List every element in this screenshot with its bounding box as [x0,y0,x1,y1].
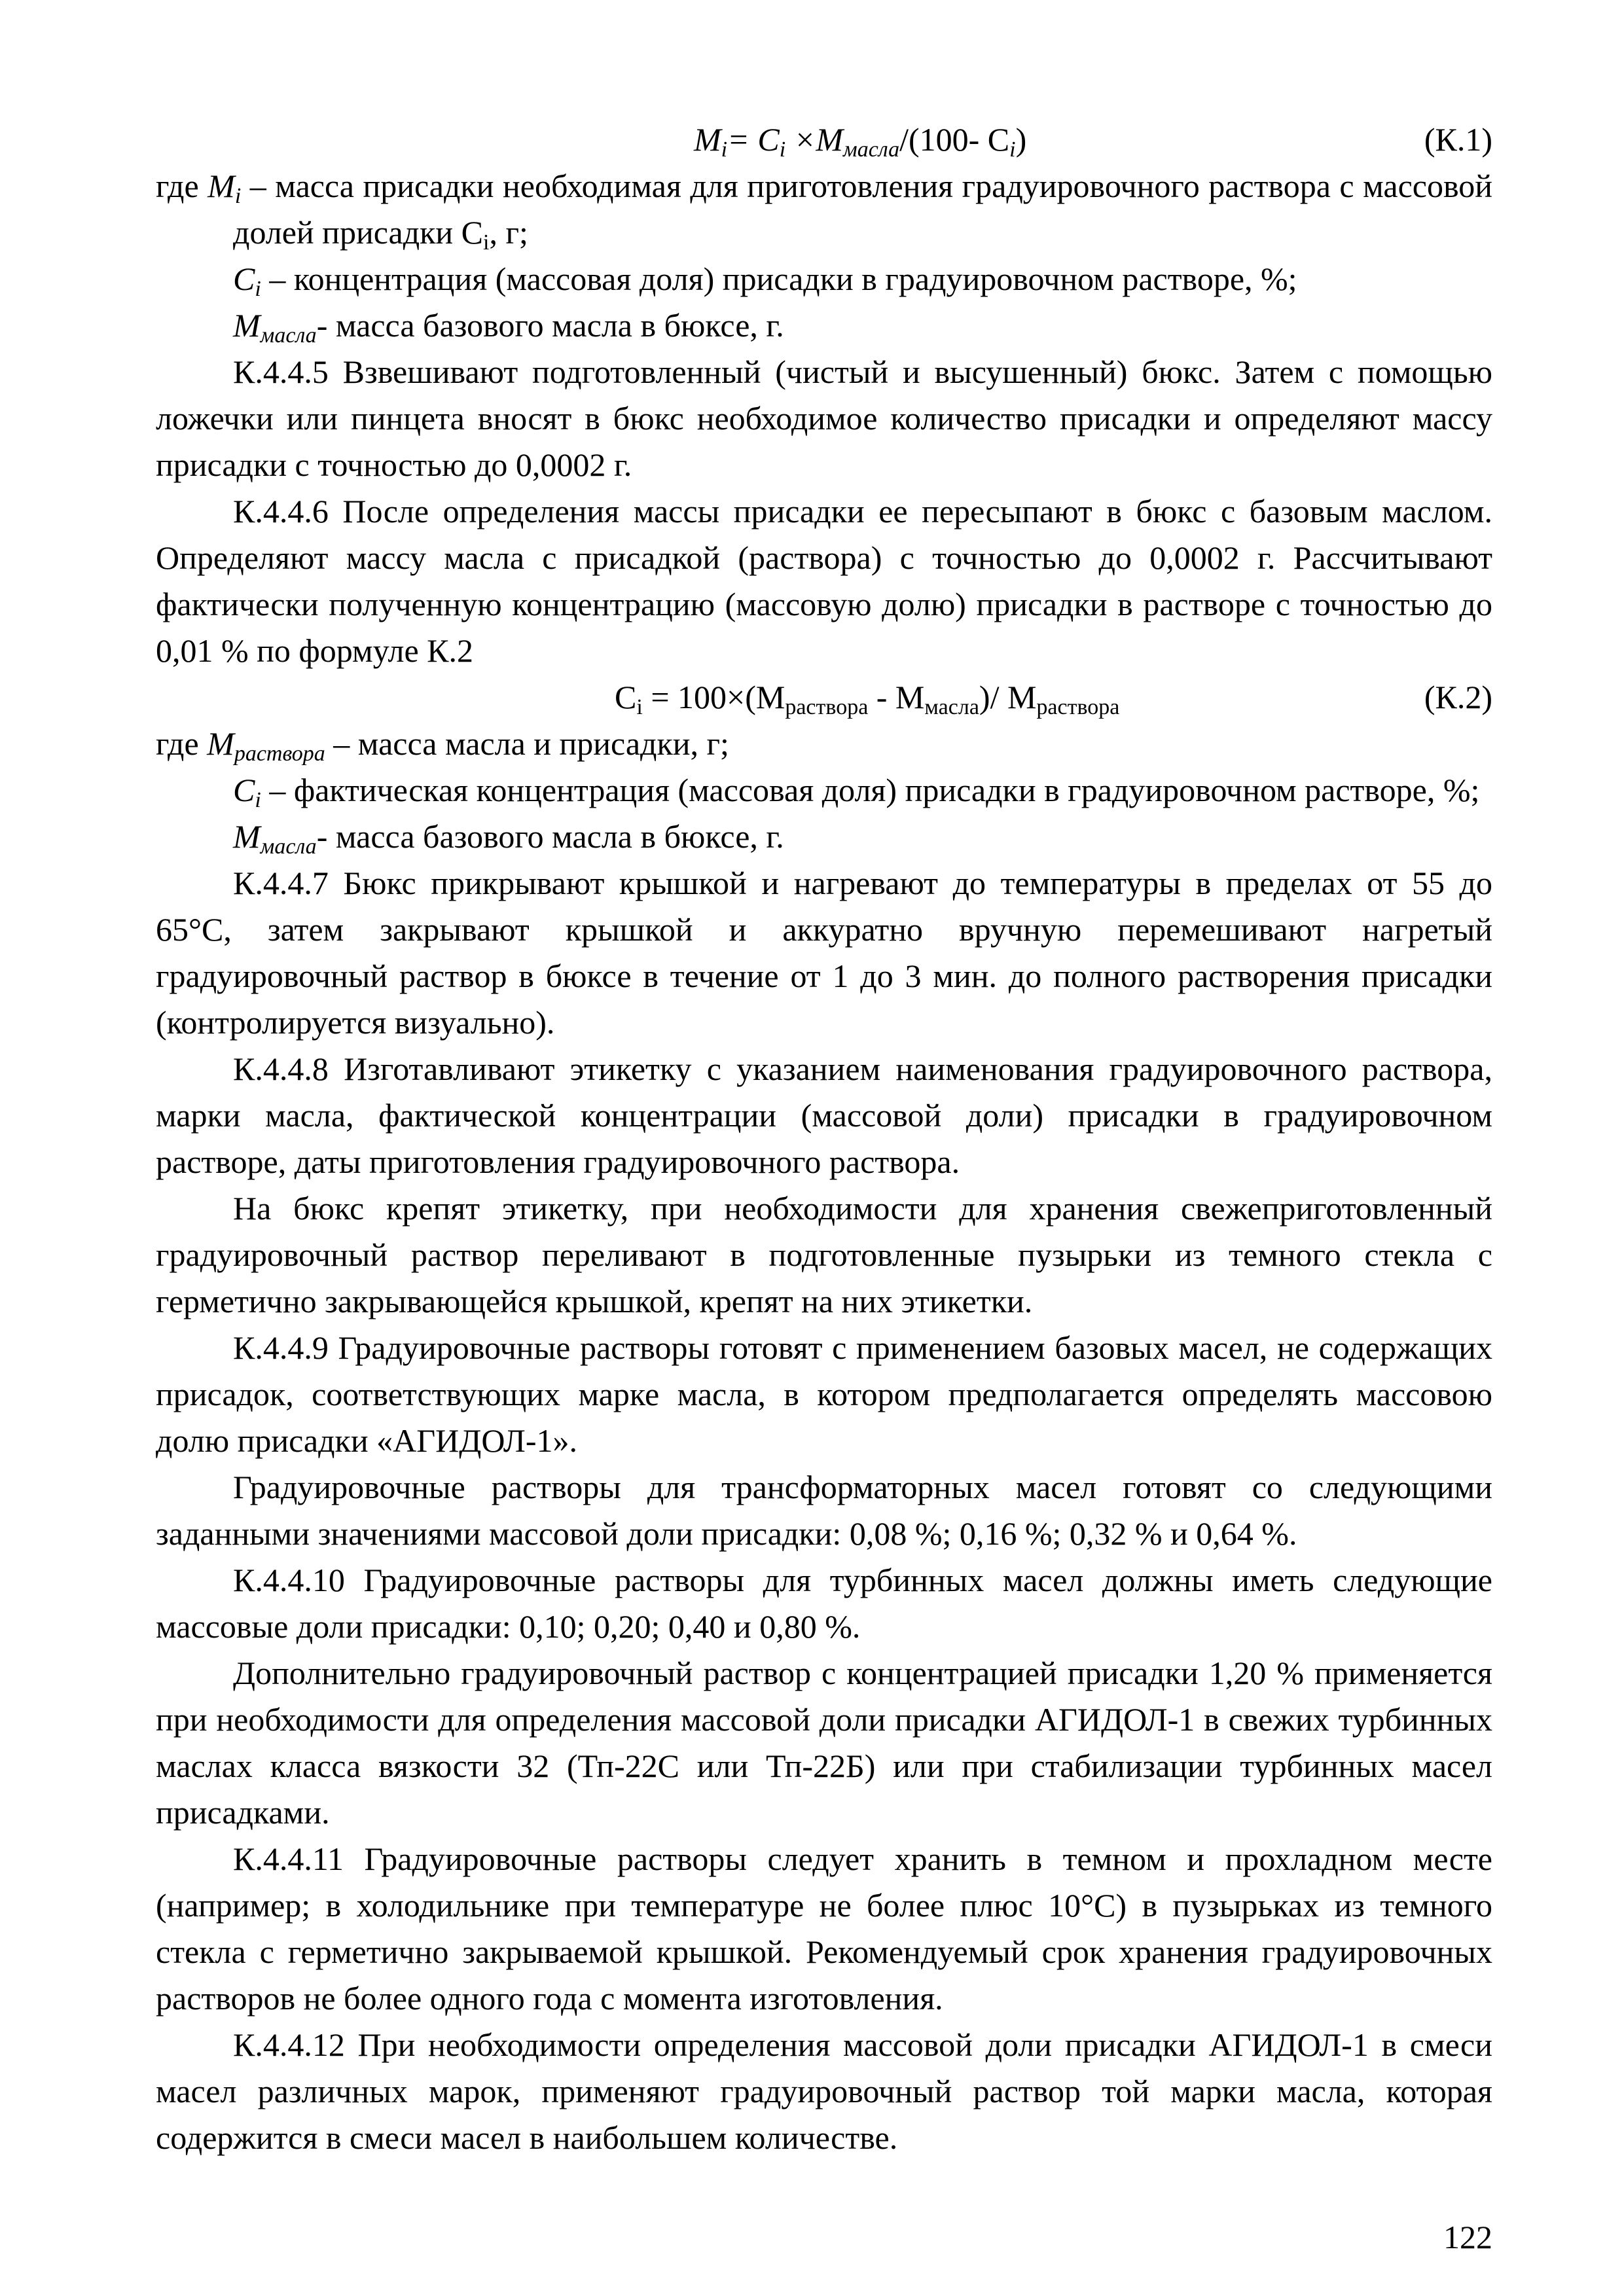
paragraph-k44411: К.4.4.11 Градуировочные растворы следует хранить в темном и прохладном месте (например; в холодильнике при температуре не более плюс 10°С) в пузырьках из темного стекла с герметично закрываемой крышкой. Рекомендуемый срок хранения градуировочных растворов не более одного года с момента изготовления. [156,1840,1492,2017]
document-page [156,117,1492,2161]
definition-ci-actual: $C_i$ – фактическая концентрация (массовая доля) присадки в градуировочном растворе, %; [233,772,1480,812]
definition-m-oil: $M_{масла}-$ масса базового масла в бюксе, г. [233,307,784,348]
page-number: 122 [1443,2219,1492,2255]
definition-mi: где $M_i$ – масса присадки необходимая для приготовления градуировочного раствора с массовой долей присадки $C_i$, г; [156,168,1493,255]
paragraph-k4447: К.4.4.7 Бюкс прикрывают крышкой и нагревают до температуры в пределах от 55 до 65°С, затем закрывают крышкой и аккуратно вручную перемешивают нагретый градуировочный раствор в бюксе в течение от 1 до 3 мин. до полного растворения присадки (контролируется визуально). [156,865,1492,1041]
formula-k1-expression: $M_i= C_i \times M_{масла}/(100-$ $C_i$) [694,121,1027,162]
formula-k1 [156,117,1492,163]
paragraph-k4446: К.4.4.6 После определения массы присадки ее пересыпают в бюкс с базовым маслом. Определяют массу масла с присадкой (раствора) с точностью до 0,0002 г. Рассчитывают фактически полученную концентрацию (массовую долю) присадки в растворе с точностью до 0,01 % по формуле К.2 [156,493,1492,669]
paragraph-transformer-oils: Градуировочные растворы для трансформаторных масел готовят со следующими заданными значениями массовой доли присадки: 0,08 %; 0,16 %; 0,32 % и 0,64 %. [156,1469,1492,1552]
paragraph-additional: Дополнительно градуировочный раствор с концентрацией присадки 1,20 % применяется при необходимости для определения массовой доли присадки АГИДОЛ-1 в свежих турбинных маслах класса вязкости 32 (Тп-22С или Тп-22Б) или при стабилизации турбинных масел присадками. [156,1655,1492,1831]
formula-k1-number: (К.1) [1424,121,1492,158]
paragraph-k4448: К.4.4.8 Изготавливают этикетку с указанием наименования градуировочного раствора, марки масла, фактической концентрации (массовой доли) присадки в градуировочном растворе, даты приготовления градуировочного раствора. [156,1050,1492,1180]
formula-k2 [156,674,1492,721]
paragraph-k44412: К.4.4.12 При необходимости определения массовой доли присадки АГИДОЛ-1 в смеси масел различных марок, применяют градуировочный раствор той марки масла, которая содержится в смеси масел в наибольшем количестве. [156,2026,1492,2156]
definition-m-oil-2: $M_{масла}-$ масса базового масла в бюксе, г. [233,818,784,859]
paragraph-k44410: К.4.4.10 Градуировочные растворы для турбинных масел должны иметь следующие массовые доли присадки: 0,10; 0,20; 0,40 и 0,80 %. [156,1562,1492,1645]
formula-k2-expression: $C_i = 100\times(M_{раствора} - M_{масла})/$ $M_{раствора}$ [615,679,1120,719]
paragraph-label: На бюкс крепят этикетку, при необходимости для хранения свежеприготовленный градуировочный раствор переливают в подготовленные пузырьки из темного стекла с герметично закрывающейся крышкой, крепят на них этикетки. [156,1190,1492,1319]
definition-ci: $C_i$ – концентрация (массовая доля) присадки в градуировочном растворе, %; [233,260,1297,301]
definition-m-solution: где $M_{раствора}$ – масса масла и присадки, г; [156,725,729,766]
paragraph-k4445: К.4.4.5 Взвешивают подготовленный (чистый и высушенный) бюкс. Затем с помощью ложечки или пинцета вносят в бюкс необходимое количество присадки и определяют массу присадки с точностью до 0,0002 г. [156,353,1492,483]
paragraph-k4449: К.4.4.9 Градуировочные растворы готовят с применением базовых масел, не содержащих присадок, соответствующих марке масла, в котором предполагается определять массовою долю присадки «АГИДОЛ-1». [156,1329,1492,1459]
formula-k2-number: (К.2) [1424,679,1492,715]
